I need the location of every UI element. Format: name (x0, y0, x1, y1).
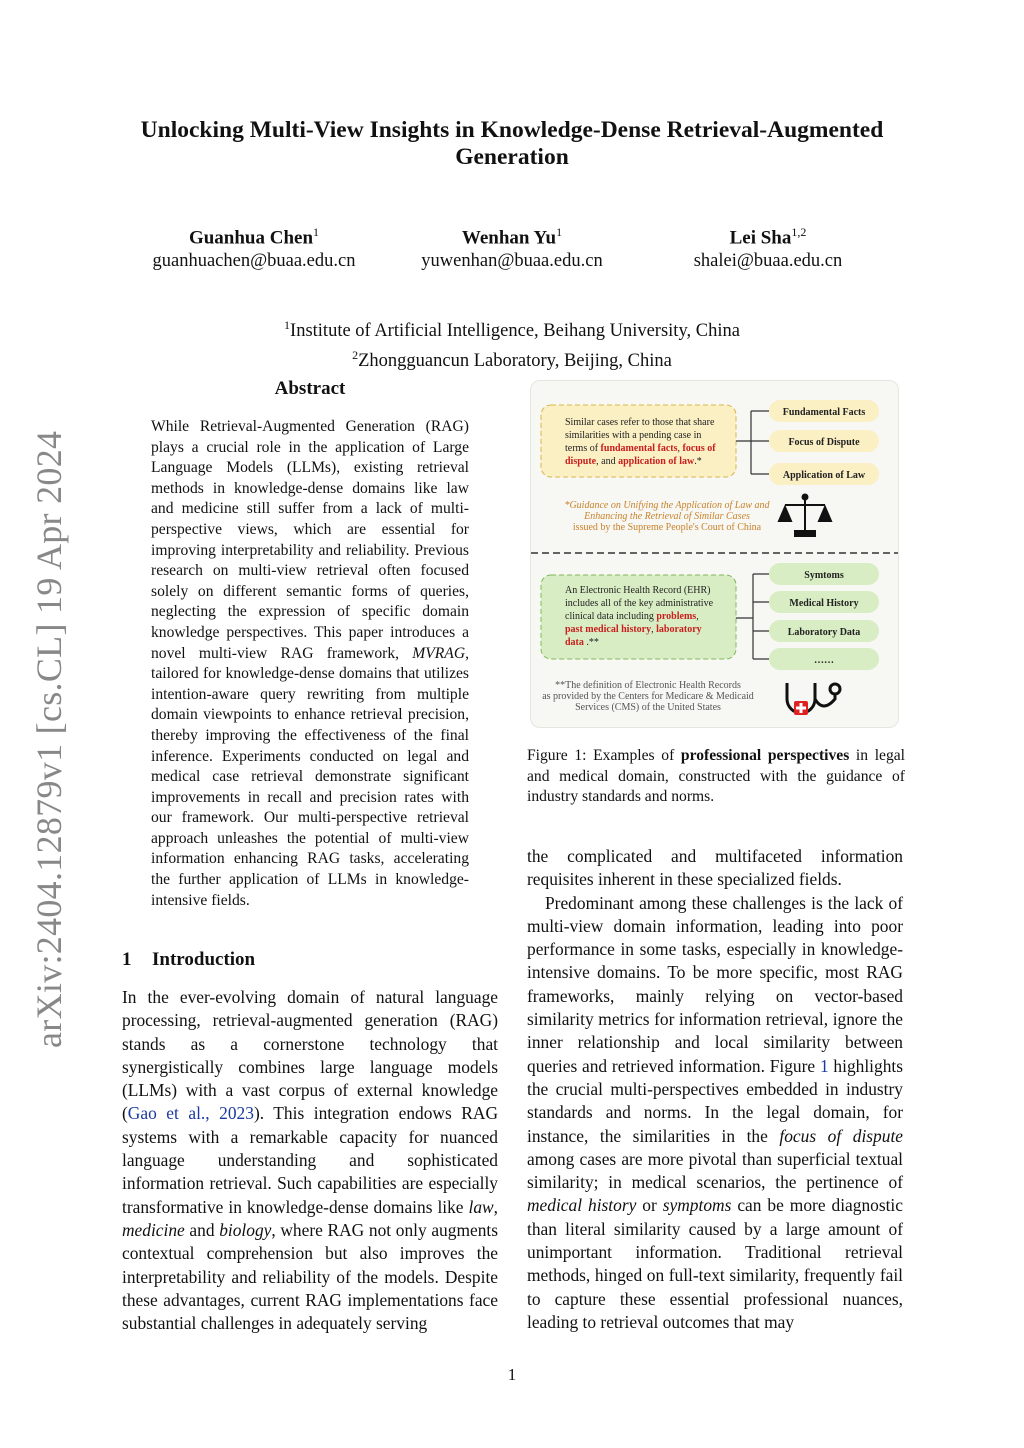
right-column-text (527, 845, 903, 1334)
section-heading-introduction: 1 Introduction (122, 949, 256, 970)
svg-text:Application of Law: Application of Law (782, 470, 866, 481)
figure-ref-link[interactable]: 1 (819, 1055, 829, 1076)
author-3: Lei Sha$^{1,2}$ shalei@buaa.edu.cn (638, 225, 898, 272)
svg-text:Focus of Dispute: Focus of Dispute (788, 437, 860, 448)
svg-text:Fundamental Facts: Fundamental Facts (782, 407, 866, 418)
author-1: Guanhua Chen$^1$ guanhuachen@buaa.edu.cn (124, 225, 384, 272)
svg-text:**The definition of Electronic: **The definition of Electronic Health Records (555, 680, 741, 691)
svg-text:Medical History: Medical History (789, 598, 859, 609)
svg-text:issued by the Supreme People's: issued by the Supreme People's Court of China (572, 522, 762, 533)
figure-1-caption: Figure 1: Examples of professional perspectives in legal and medical domain, constructed with the guidance of industry standards and norms. (527, 747, 906, 806)
svg-text:Services (CMS) of the United S: Services (CMS) of the United States (575, 702, 721, 713)
svg-text:Laboratory Data: Laboratory Data (787, 627, 861, 638)
svg-text:……: …… (814, 655, 834, 666)
paragraph: Predominant among these challenges is the lack of multi-view domain information, leading into poor performance in some tasks, especially in knowledge-intensive domains. To be more specific, most RAG frameworks, mainly relying on vector-based similarity metrics for information retrieval, ignore the inner relationship and local similarity between queries and retrieved information. Figure 1 highlights the crucial multi-perspectives embedded in industry standards and norms. In the legal domain, for instance, the similarities in the focus of dispute among cases are more pivotal than superficial textual similarity; in medical scenarios, the pertinence of medical history or symptoms can be more diagnostic than literal similarity caused by a large amount of unimportant information. Traditional retrieval methods, hinged on full-text similarity, frequently fail to capture these essential professional nuances, leading to retrieval outcomes that may (527, 892, 904, 1332)
svg-text:as provided by the Centers for: as provided by the Centers for Medicare & Medicaid (542, 691, 754, 702)
legal-text-line: Similar cases refer to those that share (565, 417, 715, 428)
svg-text:Symtoms: Symtoms (804, 570, 844, 581)
arxiv-stamp: arXiv:2404.12879v1 [cs.CL] 19 Apr 2024 (29, 430, 69, 1048)
abstract-text: While Retrieval-Augmented Generation (RAG) plays a crucial role in the application of Large Language Models (LLMs), existing retrieval methods in knowledge-dense domains like law and medicine still suffer from a lack of multi-perspective views, which are essential for improving interpretability and reliability. Previous research on multi-view retrieval often focused solely on different semantic forms of queries, neglecting the expression of specific domain knowledge perspectives. This paper introduces a novel multi-view RAG framework, MVRAG, tailored for knowledge-dense domains that utilizes intention-aware query rewriting from multiple domain viewpoints to enhance retrieval precision, thereby improving the effectiveness of the final inference. Experiments conducted on legal and medical case retrieval demonstrate significant improvements in recall and precision rates with our framework. Our multi-perspective retrieval approach unleashes the potential of multi-view information enhancing RAG tasks, accelerating the further application of LLMs in knowledge-intensive fields. (151, 418, 469, 909)
author-email[interactable]: yuwenhan@buaa.edu.cn (421, 251, 603, 272)
author-2: Wenhan Yu$^1$ yuwenhan@buaa.edu.cn (382, 225, 642, 272)
paragraph: the complicated and multifaceted information requisites inherent in these specialized fields. (527, 846, 903, 890)
affiliations: $^1$Institute of Artificial Intelligence, Beihang University, China $^2$Zhongguancun Laboratory, Beijing, China (284, 318, 740, 372)
svg-text:data .**: data .** (565, 637, 599, 648)
svg-text:past medical history, laborato: past medical history, laboratory (565, 624, 702, 635)
legal-text-line: terms of fundamental facts, focus of (565, 443, 716, 454)
svg-text:clinical data including proble: clinical data including problems, (565, 611, 699, 622)
svg-text:includes all of the key admini: includes all of the key administrative (565, 598, 714, 609)
author-email[interactable]: shalei@buaa.edu.cn (693, 251, 843, 272)
citation-link[interactable]: Gao et al., 2023 (127, 1103, 254, 1124)
svg-text:*Guidance on Unifying the Appl: *Guidance on Unifying the Application of Law and (564, 500, 770, 511)
author-email[interactable]: guanhuachen@buaa.edu.cn (152, 251, 356, 272)
scales-icon (779, 495, 831, 537)
svg-text:An Electronic Health Record (E: An Electronic Health Record (EHR) (565, 585, 711, 596)
page-number: 1 (507, 1365, 517, 1384)
figure-1-diagram (531, 381, 898, 727)
paper-title: Unlocking Multi-View Insights in Knowledge-Dense Retrieval-Augmented Generation (140, 117, 884, 170)
legal-text-line: similarities with a pending case in (565, 430, 702, 441)
intro-paragraph: In the ever-evolving domain of natural language processing, retrieval-augmented generation (RAG) stands as a cornerstone technology that synergistically combines large language models (LLMs) with a vast corpus of external knowledge (Gao et al., 2023). This integration endows RAG systems with a remarkable capacity for nuanced language understanding and sophisticated information retrieval. Such capabilities are especially transformative in knowledge-dense domains like law, medicine and biology, where RAG not only augments contextual comprehension but also improves the interpretability and reliability of the models. Despite these advantages, current RAG implementations face substantial challenges in adequately serving (122, 987, 499, 1334)
stethoscope-icon (787, 683, 840, 715)
abstract-heading: Abstract (274, 378, 346, 399)
svg-text:Enhancing the Retrieval of Sim: Enhancing the Retrieval of Similar Cases (584, 511, 750, 522)
figure-1 (530, 380, 899, 728)
legal-text-line: dispute, and application of law.* (565, 456, 702, 467)
